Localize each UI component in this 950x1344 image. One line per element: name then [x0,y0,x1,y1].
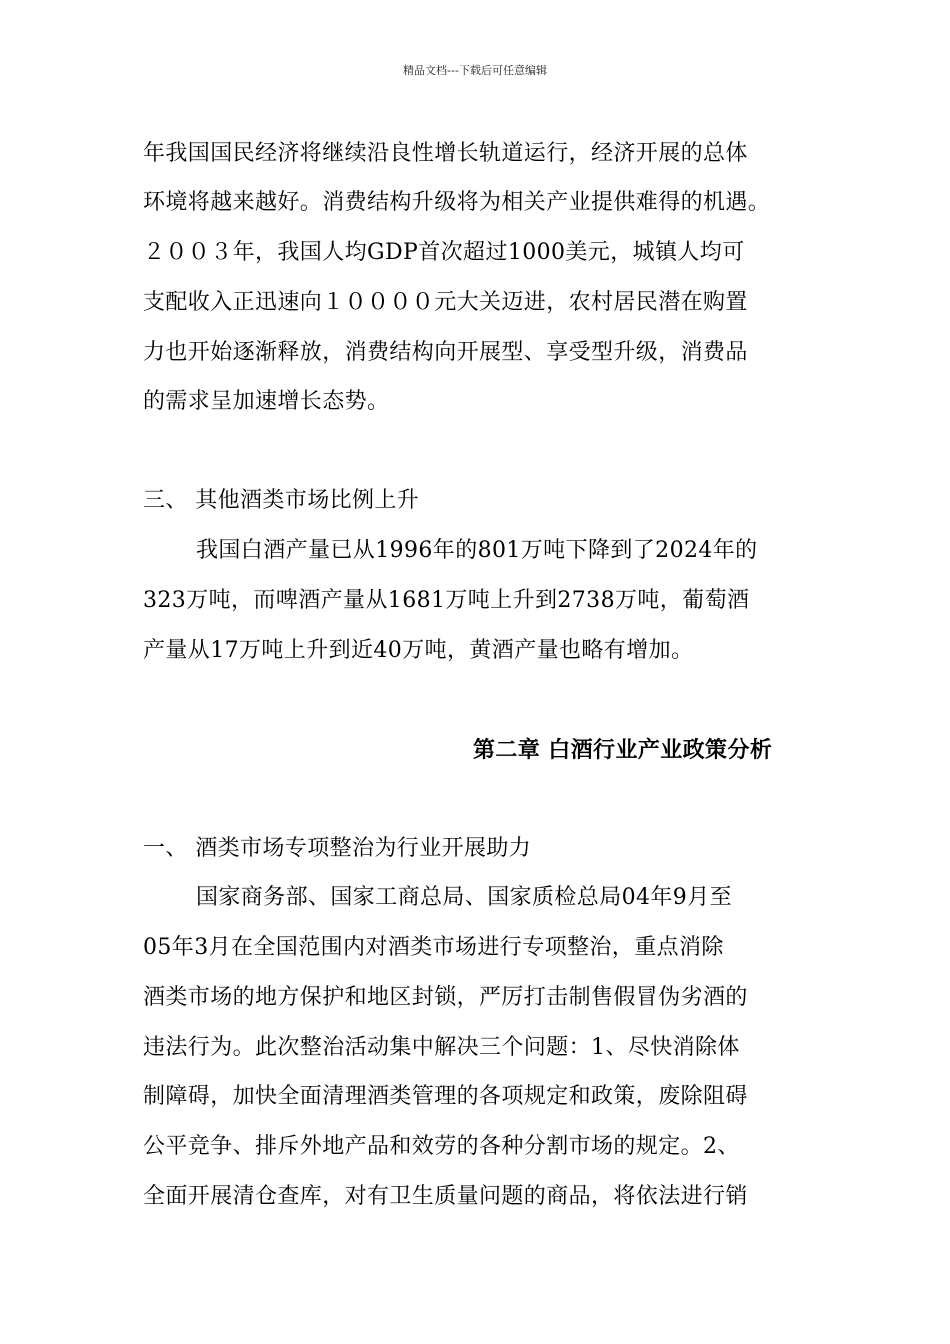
body-text-line: 产量从17万吨上升到近40万吨，黄酒产量也略有增加。 [143,638,694,663]
body-text-line: 力也开始逐渐释放，消费结构向开展型、享受型升级，消费品 [143,340,748,365]
page-header: 精品文档---下载后可任意编辑 [403,64,547,77]
body-text-line: 违法行为。此次整治活动集中解决三个问题：1、尽快消除体 [143,1035,740,1060]
body-text-line: 制障碍，加快全面清理酒类管理的各项规定和政策，废除阻碍 [143,1084,748,1109]
body-text-line: ２００３年，我国人均GDP首次超过1000美元，城镇人均可 [143,240,745,265]
body-text-line: 05年3月在全国范围内对酒类市场进行专项整治，重点消除 [143,935,724,960]
section-heading: 三、 其他酒类市场比例上升 [143,488,420,513]
body-text-line: 国家商务部、国家工商总局、国家质检总局04年9月至 [196,885,732,910]
body-text-line: 全面开展清仓查库，对有卫生质量问题的商品，将依法进行销 [143,1184,748,1209]
body-text-line: 我国白酒产量已从1996年的801万吨下降到了2024年的 [196,538,758,563]
section-heading: 一、 酒类市场专项整治为行业开展助力 [143,836,532,861]
body-text-line: 支配收入正迅速向１００００元大关迈进，农村居民潜在购置 [143,290,748,315]
body-text-line: 公平竞争、排斥外地产品和效劳的各种分割市场的规定。2、 [143,1134,740,1159]
body-text-line: 323万吨，而啤酒产量从1681万吨上升到2738万吨，葡萄酒 [143,588,750,613]
body-text-line: 环境将越来越好。消费结构升级将为相关产业提供难得的机遇。 [143,190,771,215]
body-text-line: 的需求呈加速增长态势。 [143,389,390,414]
chapter-title: 第二章 白酒行业产业政策分析 [473,737,773,763]
body-text-line: 酒类市场的地方保护和地区封锁，严厉打击制售假冒伪劣酒的 [143,985,748,1010]
body-text-line: 年我国国民经济将继续沿良性增长轨道运行，经济开展的总体 [143,141,748,166]
